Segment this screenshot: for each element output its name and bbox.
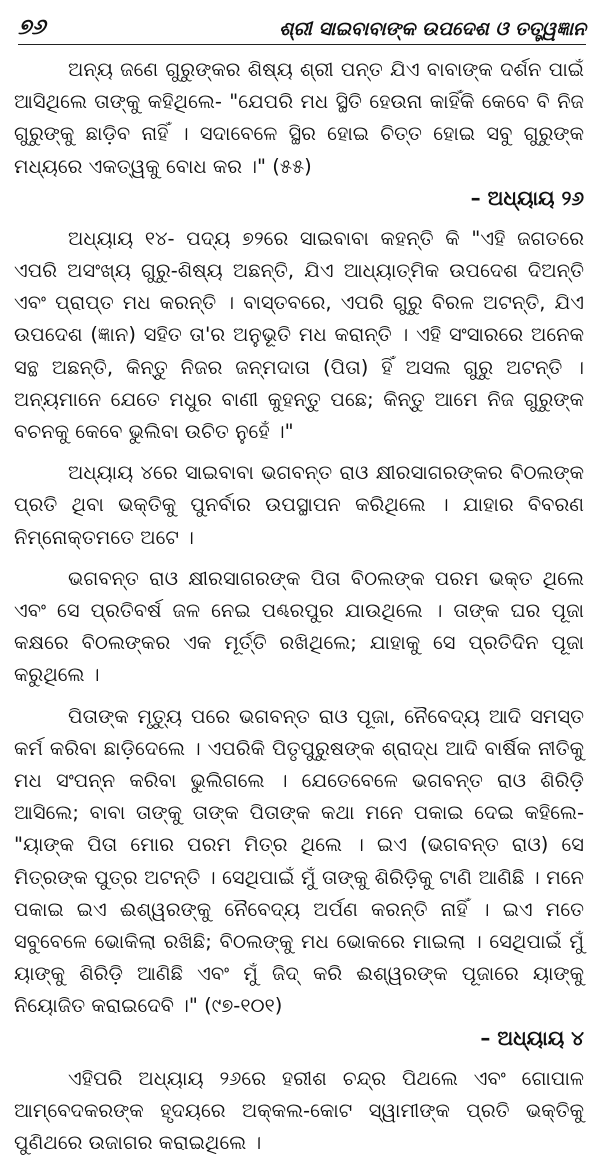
paragraph: ଭଗବନ୍ତ ରାଓ କ୍ଷୀରସାଗରଙ୍କ ପିତା ବିଠଲଙ୍କ ପରମ ଭକ୍ତ ଥିଲେ ଏବଂ ସେ ପ୍ରତିବର୍ଷ ଜଳ ନେଇ ପଣ୍ଢରପୁର ଯାଉଥିଲେ । ତାଙ୍କ ଘର ପୂଜା କକ୍ଷରେ ବିଠଲଙ୍କର ଏକ ମୂର୍ତ୍ତି ରଖିଥିଲେ; ଯାହାକୁ ସେ ପ୍ରତିଦିନ ପୂଜା କରୁଥିଲେ । xyxy=(14,566,584,687)
paragraph: ଅଧ୍ୟାୟ ୧୪- ପଦ୍ୟ ୭୨ରେ ସାଇବାବା କହନ୍ତି କି "ଏହି ଜଗତରେ ଏପରି ଅସଂଖ୍ୟ ଗୁରୁ-ଶିଷ୍ୟ ଅଛନ୍ତି, ଯିଏ ଆଧ୍ୟାତ୍ମିକ ଉପଦେଶ ଦିଅନ୍ତି ଏବଂ ପ୍ରାପ୍ତ ମଧ କରନ୍ତି । ବାସ୍ତବରେ, ଏପରି ଗୁରୁ ବିରଳ ଅଟନ୍ତି, ଯିଏ ଉପଦେଶ (ଜ୍ଞାନ) ସହିତ ତା'ର ଅନୁଭୂତି ମଧ କରାନ୍ତି । ଏହି ସଂସାରରେ ଅନେକ ସନ୍ଥ ଅଛନ୍ତି, କିନ୍ତୁ ନିଜର ଜନ୍ମଦାତା (ପିତା) ହିଁ ଅସଲ ଗୁରୁ ଅଟନ୍ତି । ଅନ୍ୟମାନେ ଯେତେ ମଧୁର ବାଣୀ କୁହନ୍ତୁ ପଛେ; କିନ୍ତୁ ଆମେ ନିଜ ଗୁରୁଙ୍କ ବଚନକୁ କେବେ ଭୁଲିବା ଉଚିତ ନୁହେଁ ।" xyxy=(14,226,584,444)
page-header xyxy=(18,2,586,45)
chapter-reference: – ଅଧ୍ୟାୟ ୪ xyxy=(480,1025,584,1050)
paragraph: ଅଧ୍ୟାୟ ୪ରେ ସାଇବାବା ଭଗବନ୍ତ ରାଓ କ୍ଷୀରସାଗରଙ୍କର ବିଠଲଙ୍କ ପ୍ରତି ଥିବା ଭକ୍ତିକୁ ପୁନର୍ବାର ଉପସ୍ଥାପନ କରିଥିଲେ । ଯାହାର ବିବରଣ ନିମ୍ନୋକ୍ତମତେ ଅଟେ । xyxy=(14,461,584,549)
paragraph: ପିତାଙ୍କ ମୃତ୍ୟୁ ପରେ ଭଗବନ୍ତ ରାଓ ପୂଜା, ନୈବେଦ୍ୟ ଆଦି ସମସ୍ତ କର୍ମ କରିବା ଛାଡ଼ିଦେଲେ । ଏପରିକି ପିତୃପୁରୁଷଙ୍କ ଶ୍ରାଦ୍ଧ ଆଦି ବାର୍ଷିକ ନୀତିକୁ ମଧ ସଂପନ୍ନ କରିବା ଭୁଲିଗଲେ । ଯେତେବେଳେ ଭଗବନ୍ତ ରାଓ ଶିରିଡ଼ି ଆସିଲେ; ବାବା ତାଙ୍କୁ ତାଙ୍କ ପିତାଙ୍କ କଥା ମନେ ପକାଇ ଦେଇ କହିଲେ- "ୟାଙ୍କ ପିତା ମୋର ପରମ ମିତ୍ର ଥିଲେ । ଇଏ (ଭଗବନ୍ତ ରାଓ) ସେ ମିତ୍ରଙ୍କ ପୁତ୍ର ଅଟନ୍ତି । ସେଥିପାଇଁ ମୁଁ ତାଙ୍କୁ ଶିରିଡ଼ିକୁ ଟାଣି ଆଣିଛି । ମନେ ପକାଇ ଇଏ ଈଶ୍ୱରଙ୍କୁ ନୈବେଦ୍ୟ ଅର୍ପଣ କରନ୍ତି ନାହିଁ । ଇଏ ମତେ ସବୁବେଳେ ଭୋକିଲା ରଖିଛି; ବିଠଲଙ୍କୁ ମଧ ଭୋକରେ ମାଇଲା । ସେଥିପାଇଁ ମୁଁ ୟାଙ୍କୁ ଶିରିଡ଼ି ଆଣିଛି ଏବଂ ମୁଁ ଜିଦ୍ କରି ଈଶ୍ୱରଙ୍କ ପୂଜାରେ ୟାଙ୍କୁ ନିୟୋଜିତ କରାଇଦେବି ।" (୯୭-୧୦୧) xyxy=(14,704,584,1018)
running-title: ଶ୍ରୀ ସାଇବାବାଙ୍କ ଉପଦେଶ ଓ ତତ୍ତ୍ୱଜ୍ଞାନ xyxy=(279,18,586,40)
paragraph: ଅନ୍ୟ ଜଣେ ଗୁରୁଙ୍କର ଶିଷ୍ୟ ଶ୍ରୀ ପନ୍ତ ଯିଏ ବାବାଙ୍କ ଦର୍ଶନ ପାଇଁ ଆସିଥିଲେ ତାଙ୍କୁ କହିଥିଲେ- "ଯେପରି ମଧ ସ୍ଥିତି ହେଉନା କାହିଁକି କେବେ ବି ନିଜ ଗୁରୁଙ୍କୁ ଛାଡ଼ିବ ନାହିଁ । ସଦାବେଳେ ସ୍ଥିର ହୋଇ ଚିତ୍ତ ହୋଇ ସବୁ ଗୁରୁଙ୍କ ମଧ୍ୟରେ ଏକତ୍ୱକୁ ବୋଧ କର ।" (୫୫) xyxy=(14,58,584,178)
paragraph: ଏହିପରି ଅଧ୍ୟାୟ ୨୬ରେ ହରୀଶ ଚନ୍ଦ୍ର ପିଥଲେ ଏବଂ ଗୋପାଳ ଆମ୍ବେଦକରଙ୍କ ହୃଦୟରେ ଅକ୍କଲ-କୋଟ ସ୍ୱାମୀଙ୍କ ପ୍ରତି ଭକ୍ତିକୁ ପୁଣିଥରେ ଉଜାଗର କରାଇଥିଲେ । xyxy=(14,1066,584,1155)
page-number: ୭୬ xyxy=(18,15,46,40)
body-text xyxy=(14,54,584,1168)
chapter-reference: – ଅଧ୍ୟାୟ ୨୬ xyxy=(470,185,584,210)
